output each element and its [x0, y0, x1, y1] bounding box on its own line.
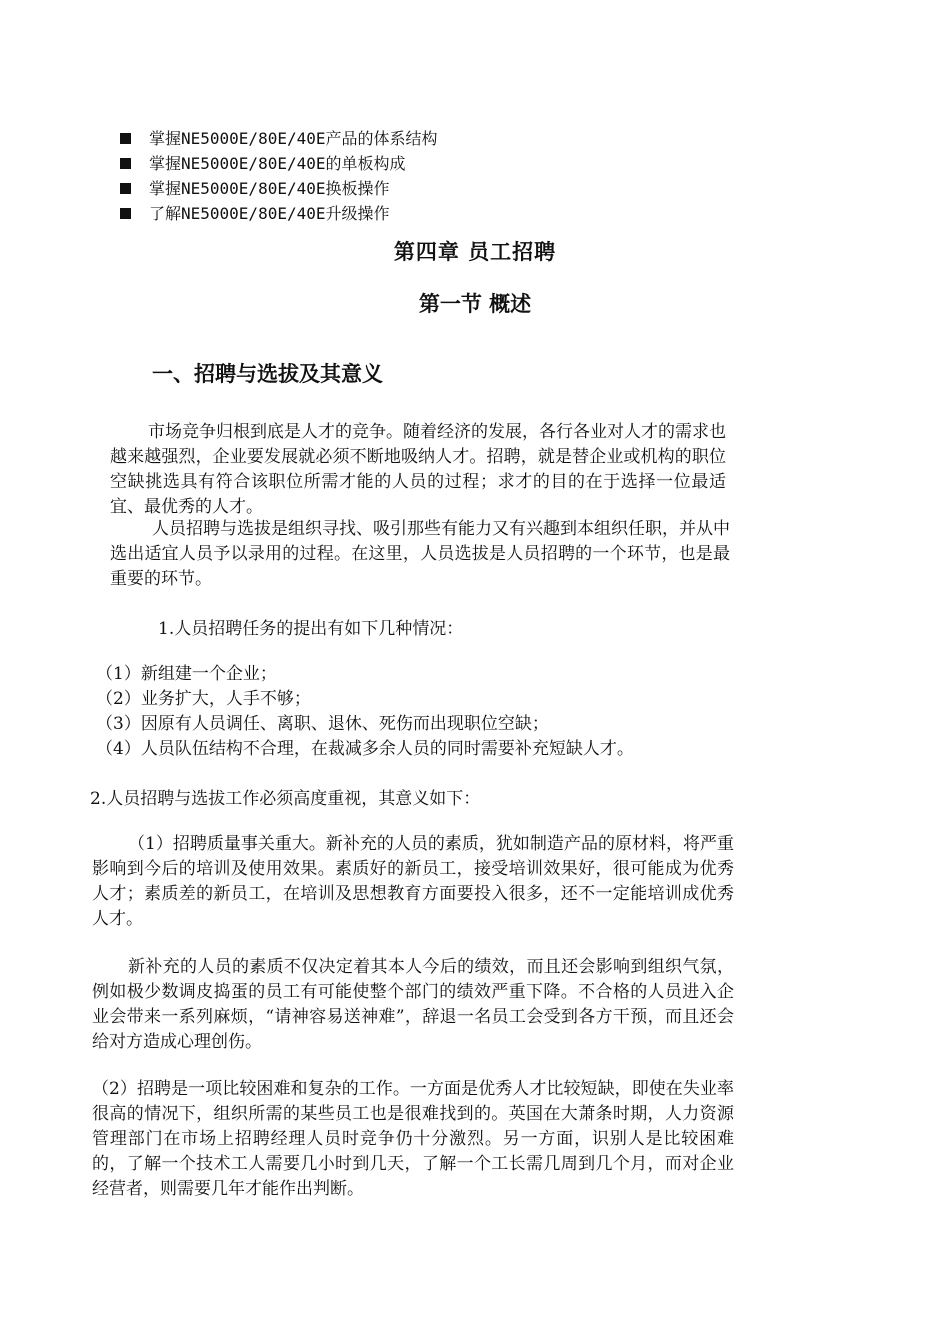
tasks-heading: 1.人员招聘任务的提出有如下几种情况：: [158, 619, 464, 639]
list-item: （1）新组建一个企业；: [96, 664, 277, 684]
paragraph: 市场竞争归根到底是人才的竞争。随着经济的发展，各行各业对人才的需求也越来越强烈，企业要发展就必须不断地吸纳人才。招聘，就是替企业或机构的职位空缺挑选具有符合该职位所需才能的人员的过程；求才的目的在于选择一位最适宜、最优秀的人才。: [110, 422, 726, 517]
subheading: 一、招聘与选拔及其意义: [152, 361, 383, 386]
square-bullet-icon: [120, 133, 131, 144]
square-bullet-icon: [120, 158, 131, 169]
square-bullet-icon: [120, 183, 131, 194]
tasks-list: [96, 662, 634, 762]
paragraph: 人员招聘与选拔是组织寻找、吸引那些有能力又有兴趣到本组织任职，并从中选出适宜人员予以录用的过程。在这里，人员选拔是人员招聘的一个环节，也是最重要的环节。: [110, 519, 730, 589]
objective-item: 了解NE5000E/80E/40E升级操作: [120, 201, 438, 226]
significance-heading: 2.人员招聘与选拔工作必须高度重视，其意义如下：: [90, 789, 481, 809]
objective-item: 掌握NE5000E/80E/40E产品的体系结构: [120, 126, 438, 151]
list-item: （4）人员队伍结构不合理，在裁减多余人员的同时需要补充短缺人才。: [96, 739, 634, 759]
paragraph: （1）招聘质量事关重大。新补充的人员的素质，犹如制造产品的原材料，将严重影响到今后的培训及使用效果。素质好的新员工，接受培训效果好，很可能成为优秀人才；素质差的新员工，在培训及思想教育方面要投入很多，还不一定能培训成优秀人才。: [92, 834, 734, 929]
objectives-list: [120, 126, 438, 226]
paragraph: （2）招聘是一项比较困难和复杂的工作。一方面是优秀人才比较短缺，即使在失业率很高的情况下，组织所需的某些员工也是很难找到的。英国在大萧条时期，人力资源管理部门在市场上招聘经理人员时竞争仍十分激烈。另一方面，识别人是比较困难的，了解一个技术工人需要几小时到几天，了解一个工长需几周到几个月，而对企业经营者，则需要几年才能作出判断。: [92, 1079, 734, 1199]
paragraph: 新补充的人员的素质不仅决定着其本人今后的绩效，而且还会影响到组织气氛，例如极少数调皮捣蛋的员工有可能使整个部门的绩效严重下降。不合格的人员进入企业会带来一系列麻烦，“请神容易送神难”，辞退一名员工会受到各方干预，而且还会给对方造成心理创伤。: [92, 957, 734, 1052]
objective-item: 掌握NE5000E/80E/40E换板操作: [120, 176, 438, 201]
list-item: （3）因原有人员调任、离职、退休、死伤而出现职位空缺；: [96, 714, 549, 734]
section-title: 第一节 概述: [418, 291, 532, 316]
list-item: （2）业务扩大，人手不够；: [96, 689, 311, 709]
square-bullet-icon: [120, 208, 131, 219]
objective-item: 掌握NE5000E/80E/40E的单板构成: [120, 151, 438, 176]
chapter-title: 第四章 员工招聘: [393, 239, 557, 264]
